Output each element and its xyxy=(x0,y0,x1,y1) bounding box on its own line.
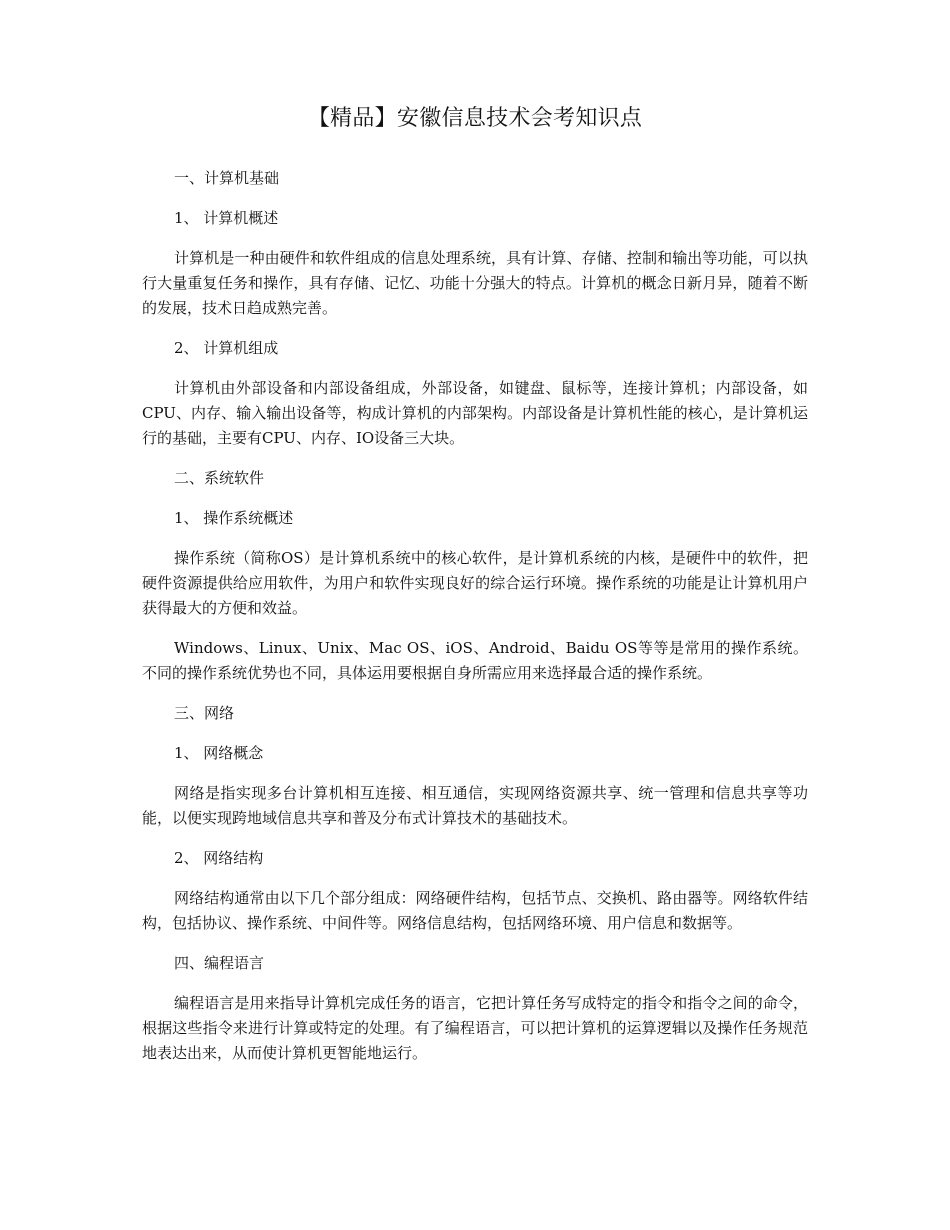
section-3-heading: 三、网络 xyxy=(174,704,235,722)
section-3-2-heading: 2、 网络结构 xyxy=(174,849,264,867)
section-3-2-paragraph: 网络结构通常由以下几个部分组成：网络硬件结构，包括节点、交换机、路由器等。网络软件结构，包括协议、操作系统、中间件等。网络信息结构，包括网络环境、用户信息和数据等。 xyxy=(142,889,808,932)
section-4-heading: 四、编程语言 xyxy=(174,954,265,972)
section-1-2-heading: 2、 计算机组成 xyxy=(174,339,279,357)
section-4-paragraph: 编程语言是用来指导计算机完成任务的语言，它把计算任务写成特定的指令和指令之间的命令，根据这些指令来进行计算或特定的处理。有了编程语言，可以把计算机的运算逻辑以及操作任务规范地表达出来，从而使计算机更智能地运行。 xyxy=(142,994,808,1062)
section-2-1-paragraph-2: Windows、Linux、Unix、Mac OS、iOS、Android、Baidu OS等等是常用的操作系统。不同的操作系统优势也不同，具体运用要根据自身所需应用来选择最合适的操作系统。 xyxy=(142,639,808,682)
section-1-heading: 一、计算机基础 xyxy=(174,169,280,187)
section-3-1-paragraph: 网络是指实现多台计算机相互连接、相互通信，实现网络资源共享、统一管理和信息共享等功能，以便实现跨地域信息共享和普及分布式计算技术的基础技术。 xyxy=(142,784,808,827)
section-2-1-paragraph: 操作系统（简称OS）是计算机系统中的核心软件，是计算机系统的内核，是硬件中的软件，把硬件资源提供给应用软件，为用户和软件实现良好的综合运行环境。操作系统的功能是让计算机用户获得最大的方便和效益。 xyxy=(142,549,808,617)
section-2-1-heading: 1、 操作系统概述 xyxy=(174,509,294,527)
section-2-heading: 二、系统软件 xyxy=(174,469,265,487)
document-body xyxy=(142,166,808,1066)
section-3-1-heading: 1、 网络概念 xyxy=(174,744,264,762)
document-title: 【精品】安徽信息技术会考知识点 xyxy=(307,106,643,131)
section-1-1-paragraph: 计算机是一种由硬件和软件组成的信息处理系统，具有计算、存储、控制和输出等功能，可以执行大量重复任务和操作，具有存储、记忆、功能十分强大的特点。计算机的概念日新月异，随着不断的发展，技术日趋成熟完善。 xyxy=(142,249,808,317)
section-1-1-heading: 1、 计算机概述 xyxy=(174,209,279,227)
section-1-2-paragraph: 计算机由外部设备和内部设备组成，外部设备，如键盘、鼠标等，连接计算机；内部设备，如CPU、内存、输入输出设备等，构成计算机的内部架构。内部设备是计算机性能的核心，是计算机运行的基础，主要有CPU、内存、IO设备三大块。 xyxy=(142,379,808,447)
